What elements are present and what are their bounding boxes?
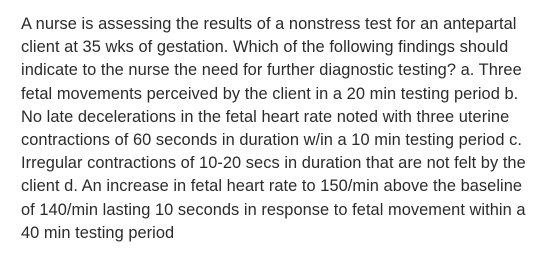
question-text: A nurse is assessing the results of a nonstress test for an antepartal client at 35 wks of gestation. Which of the following findings should indicate to the nurse the need for further diagnostic testing? a. Three fetal movements perceived by the client in a 20 min testing period b. No late decelerations in the fetal heart rate noted with three uterine contractions of 60 seconds in duration w/in a 10 min testing period c. Irregular contractions of 10-20 secs in duration that are not felt by the client d. An increase in fetal heart rate to 150/min above the baseline of 140/min lasting 10 seconds in response to fetal movement within a 40 min testing period <box>21 15 526 242</box>
